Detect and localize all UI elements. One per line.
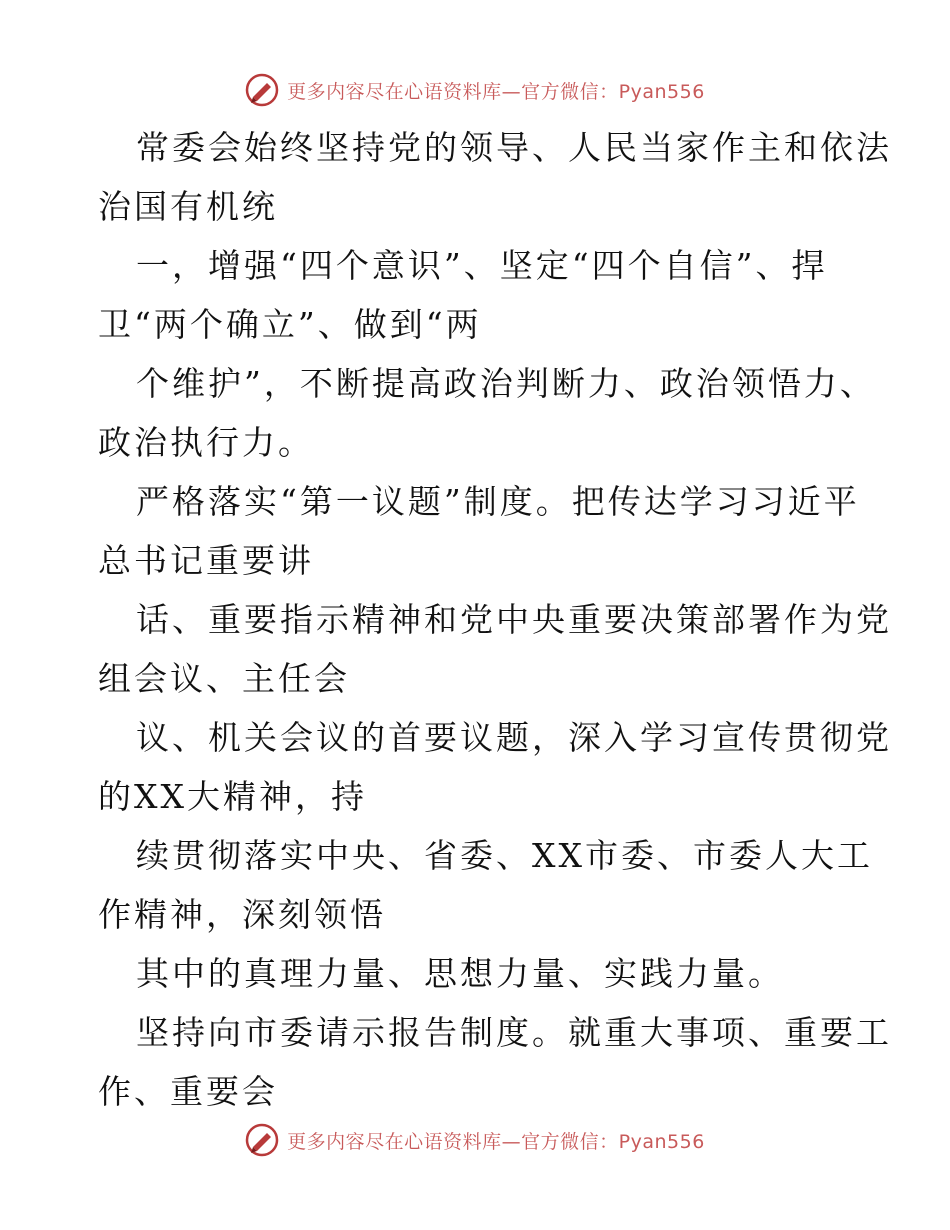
document-body [98,118,892,1121]
footer-watermark-banner [0,1118,950,1162]
text-line: 政治执行力。 [98,423,314,462]
text-line: 作精神，深刻领悟 [98,895,386,934]
text-line: 组会议、主任会 [98,659,350,698]
pen-logo-icon [245,1123,279,1157]
text-line: 其中的真理力量、思想力量、实践力量。 [136,954,784,993]
text-line: 续贯彻落实中央、省委、XX市委、市委人大工 [136,836,873,875]
text-line: 治国有机统 [98,187,278,226]
text-line: 严格落实“第一议题”制度。把传达学习习近平 [136,482,860,521]
text-line: 总书记重要讲 [98,541,314,580]
text-line: 卫“两个确立”、做到“两 [98,305,482,344]
header-banner-text: 更多内容尽在心语资料库—官方微信：Pyan556 [287,80,705,103]
header-watermark-banner [0,68,950,112]
pen-logo-icon [245,73,279,107]
footer-banner-text: 更多内容尽在心语资料库—官方微信：Pyan556 [287,1130,705,1153]
text-line: 的XX大精神，持 [98,777,367,816]
text-line: 话、重要指示精神和党中央重要决策部署作为党 [136,600,892,639]
text-line: 常委会始终坚持党的领导、人民当家作主和依法 [136,128,892,167]
text-line: 作、重要会 [98,1072,278,1111]
text-line: 一，增强“四个意识”、坚定“四个自信”、捍 [136,246,828,285]
text-line: 坚持向市委请示报告制度。就重大事项、重要工 [136,1013,892,1052]
text-line: 个维护”，不断提高政治判断力、政治领悟力、 [136,364,876,403]
text-line: 议、机关会议的首要议题，深入学习宣传贯彻党 [136,718,892,757]
